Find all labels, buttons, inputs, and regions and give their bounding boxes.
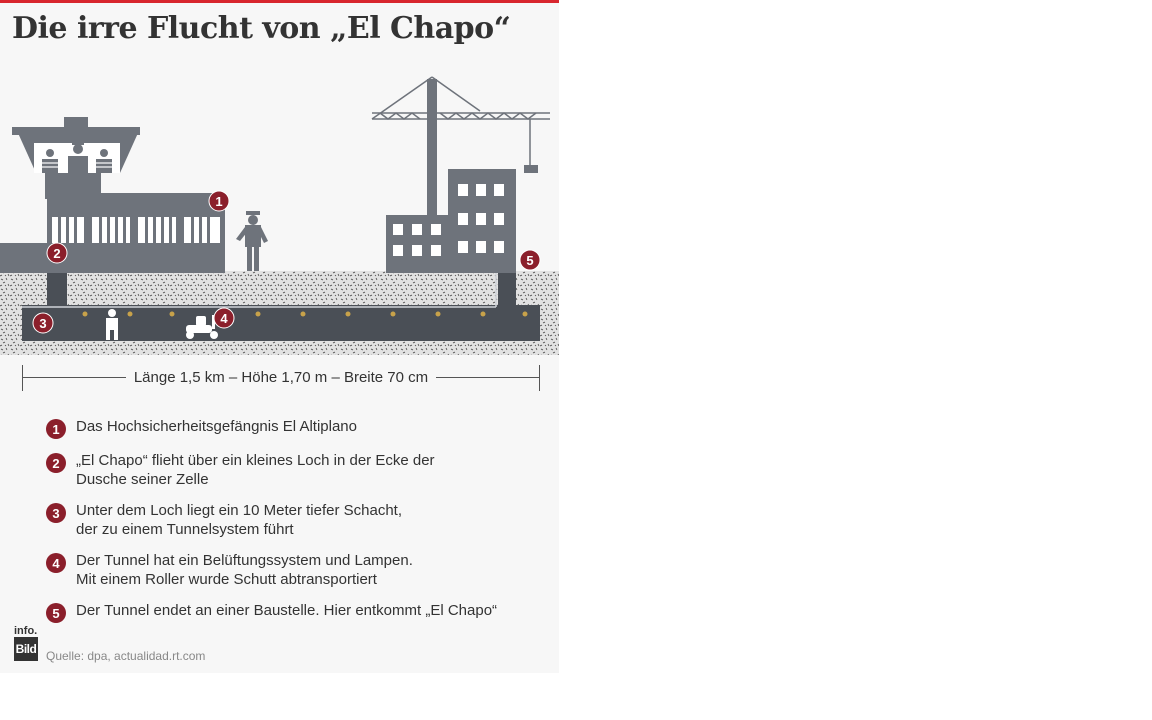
legend-item	[46, 501, 546, 539]
legend-item	[46, 551, 546, 589]
legend-badge: 2	[46, 453, 66, 473]
legend-badge: 4	[46, 553, 66, 573]
tunnel-scene	[0, 67, 559, 359]
svg-text:4: 4	[220, 311, 228, 326]
legend-text: Das Hochsicherheitsgefängnis El Altiplano	[76, 418, 357, 435]
marker-1	[209, 191, 229, 211]
legend-item	[46, 417, 546, 439]
legend-item	[46, 601, 546, 623]
legend-badge: 3	[46, 503, 66, 523]
prison-building	[0, 117, 225, 273]
legend-text: Der Tunnel endet an einer Baustelle. Hier entkommt „El Chapo“	[76, 602, 498, 619]
legend-item	[46, 451, 546, 489]
tunnel-dimensions	[22, 365, 540, 391]
logo-box: Bild	[14, 637, 38, 661]
legend-text: „El Chapo“ flieht über ein kleines Loch in der Ecke der Dusche seiner Zelle	[76, 452, 435, 488]
marker-3	[33, 313, 53, 333]
construction-shaft	[498, 271, 516, 307]
logo-info-text: info.	[14, 625, 38, 637]
bild-logo	[14, 625, 40, 661]
dimension-label: Länge 1,5 km – Höhe 1,70 m – Breite 70 cm	[126, 369, 436, 386]
crane	[372, 77, 550, 167]
guard-figure	[236, 211, 268, 271]
marker-4	[214, 308, 234, 328]
legend-badge: 1	[46, 419, 66, 439]
tunnel	[22, 305, 540, 341]
marker-5	[520, 250, 540, 270]
infographic-card	[0, 0, 559, 673]
legend	[46, 417, 546, 635]
svg-text:3: 3	[39, 316, 47, 331]
infographic-title: Die irre Flucht von „El Chapo“	[12, 11, 511, 46]
legend-text: Der Tunnel hat ein Belüftungssystem und Lampen. Mit einem Roller wurde Schutt abtransportiert	[76, 552, 413, 588]
svg-text:5: 5	[526, 253, 534, 268]
svg-text:1: 1	[215, 194, 223, 209]
legend-text: Unter dem Loch liegt ein 10 Meter tiefer Schacht, der zu einem Tunnelsystem führt	[76, 502, 403, 538]
source-credit: Quelle: dpa, actualidad.rt.com	[46, 649, 206, 663]
marker-2	[47, 243, 67, 263]
svg-text:2: 2	[53, 246, 61, 261]
legend-badge: 5	[46, 603, 66, 623]
